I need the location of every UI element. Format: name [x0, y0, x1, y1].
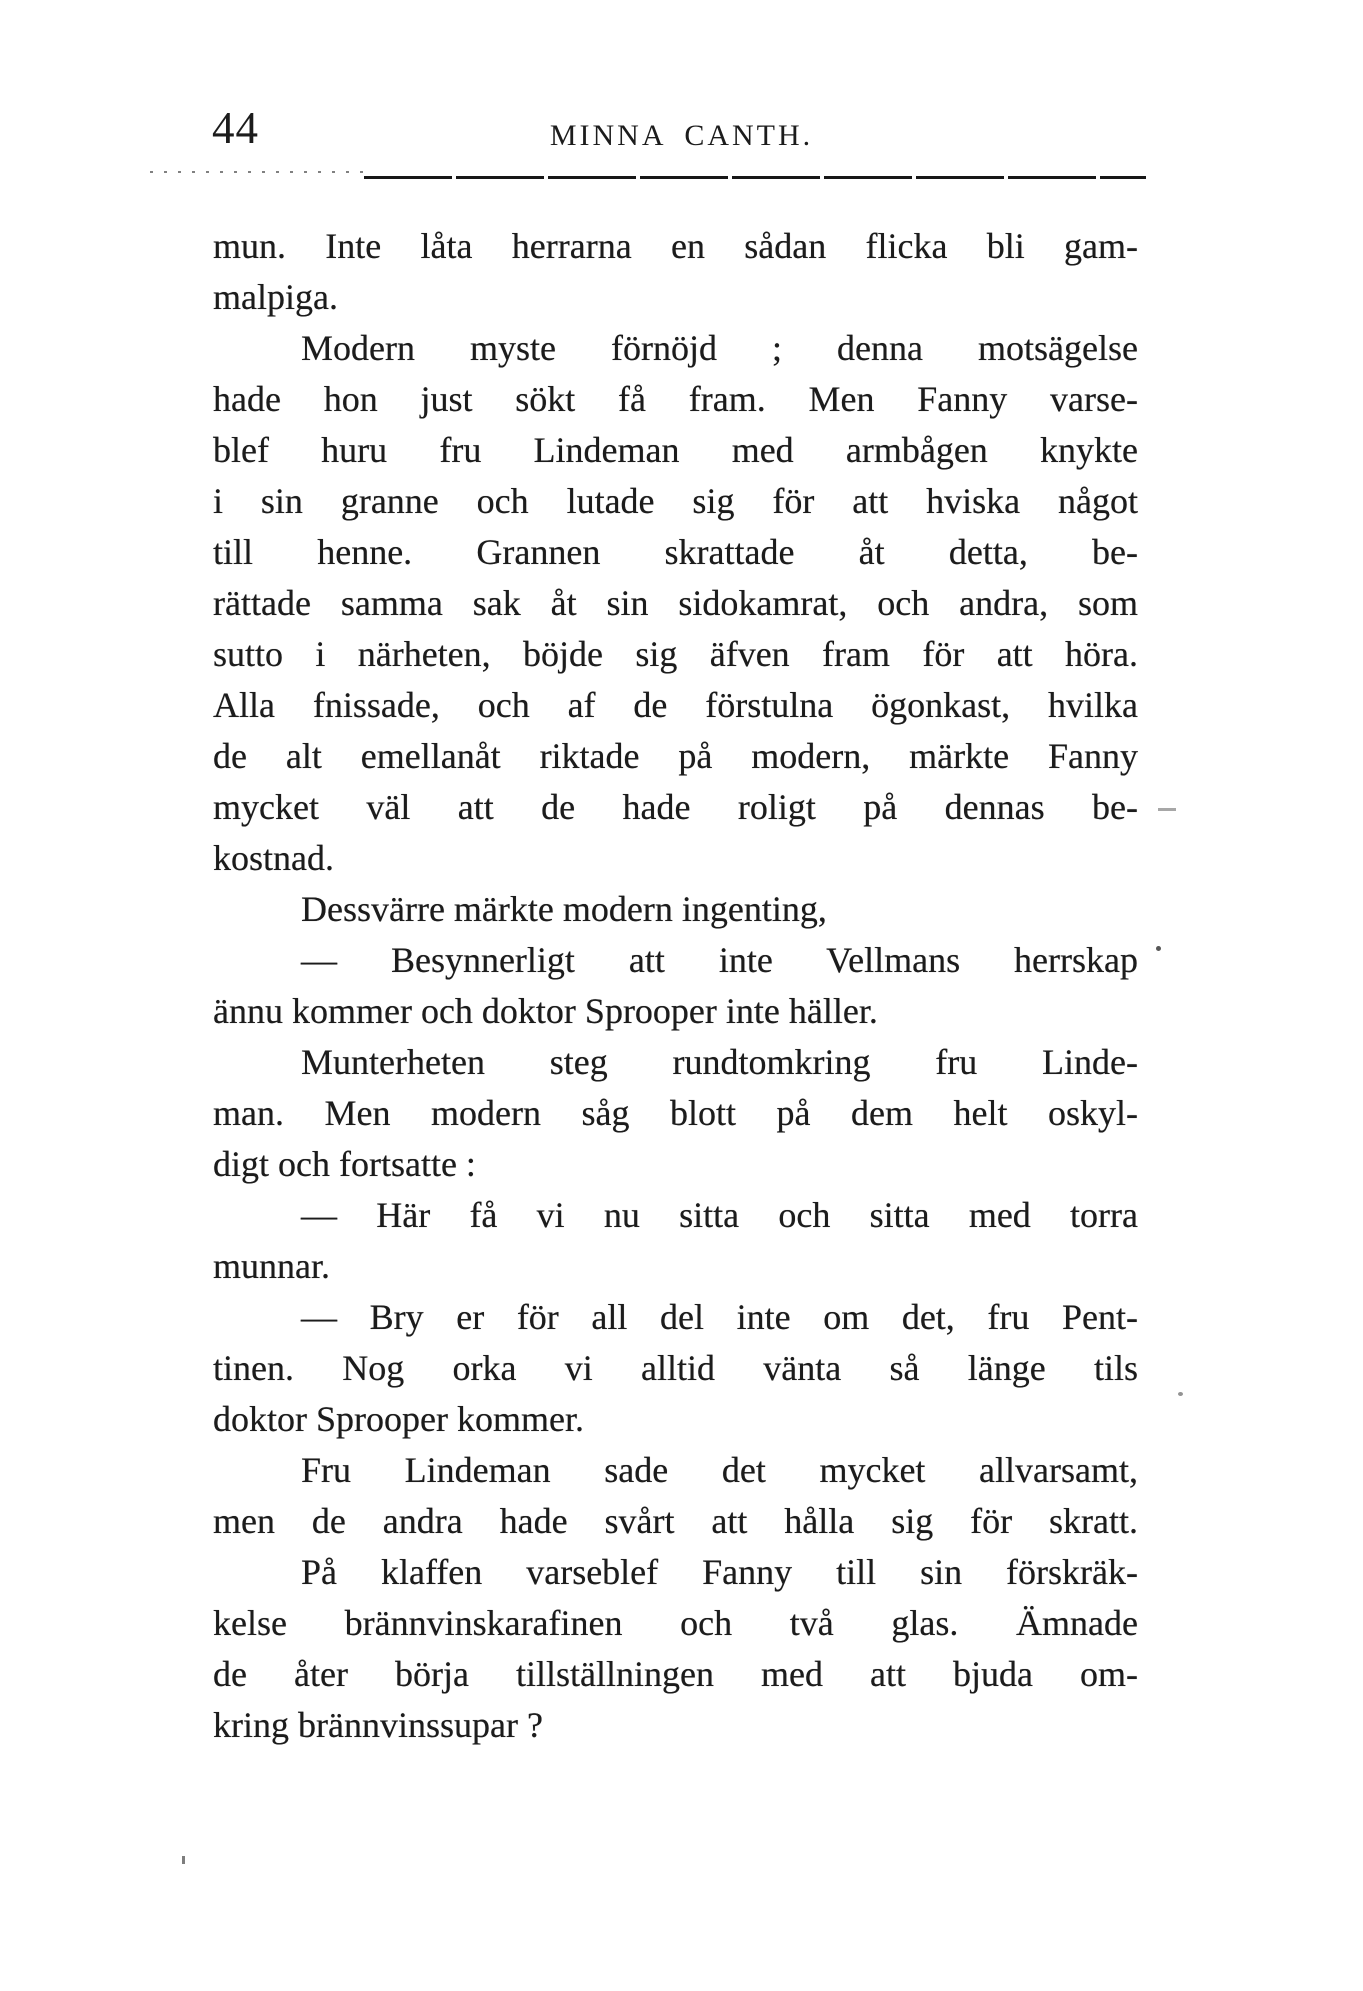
- text-line: munnar.: [213, 1246, 330, 1286]
- ink-speck: [1156, 946, 1161, 951]
- text-line: mun. Inte låta herrarna en sådan flicka bli gam-: [213, 226, 1138, 266]
- text-line: Modern myste förnöjd ; denna motsägelse: [301, 328, 1138, 368]
- text-line: man. Men modern såg blott på dem helt oskyl-: [213, 1093, 1138, 1133]
- running-title: MINNA CANTH.: [549, 119, 814, 152]
- text-line: mycket väl att de hade roligt på dennas be-: [213, 787, 1138, 827]
- text-line: till henne. Grannen skrattade åt detta, be-: [213, 532, 1138, 572]
- text-line: kostnad.: [213, 838, 334, 878]
- text-line: de åter börja tillställningen med att bjuda om-: [213, 1654, 1138, 1694]
- text-line: de alt emellanåt riktade på modern, märkte Fanny: [213, 736, 1138, 776]
- text-line: tinen. Nog orka vi alltid vänta så länge tils: [213, 1348, 1138, 1388]
- text-line: doktor Sprooper kommer.: [213, 1399, 584, 1439]
- ink-speck: [1158, 808, 1176, 811]
- text-line: På klaffen varseblef Fanny till sin förskräk-: [301, 1552, 1138, 1592]
- text-line: ännu kommer och doktor Sprooper inte häller.: [213, 991, 878, 1031]
- page-number: 44: [212, 103, 259, 153]
- text-line: blef huru fru Lindeman med armbågen knykte: [213, 430, 1138, 470]
- text-line: digt och fortsatte :: [213, 1144, 476, 1184]
- text-line: men de andra hade svårt att hålla sig för skratt.: [213, 1501, 1138, 1541]
- text-line: malpiga.: [213, 277, 338, 317]
- header-rule: [364, 176, 1146, 179]
- text-line: Munterheten steg rundtomkring fru Linde-: [301, 1042, 1138, 1082]
- text-line: Alla fnissade, och af de förstulna ögonkast, hvilka: [213, 685, 1138, 725]
- text-line: Dessvärre märkte modern ingenting,: [301, 889, 827, 929]
- text-line: kring brännvinssupar ?: [213, 1705, 543, 1745]
- ink-speck: [1178, 1392, 1183, 1396]
- text-body: [213, 221, 1138, 1751]
- text-line: Fru Lindeman sade det mycket allvarsamt,: [301, 1450, 1138, 1490]
- text-line: rättade samma sak åt sin sidokamrat, och andra, som: [213, 583, 1138, 623]
- text-line: — Här få vi nu sitta och sitta med torra: [301, 1195, 1138, 1235]
- ink-speck: [182, 1856, 185, 1864]
- text-line: hade hon just sökt få fram. Men Fanny varse-: [213, 379, 1138, 419]
- text-line: — Bry er för all del inte om det, fru Pent-: [301, 1297, 1138, 1337]
- header-rule-faint-segment: [150, 171, 364, 173]
- text-line: i sin granne och lutade sig för att hviska något: [213, 481, 1138, 521]
- text-line: kelse brännvinskarafinen och två glas. Ämnade: [213, 1603, 1138, 1643]
- text-line: — Besynnerligt att inte Vellmans herrskap: [301, 940, 1138, 980]
- text-line: sutto i närheten, böjde sig äfven fram för att höra.: [213, 634, 1138, 674]
